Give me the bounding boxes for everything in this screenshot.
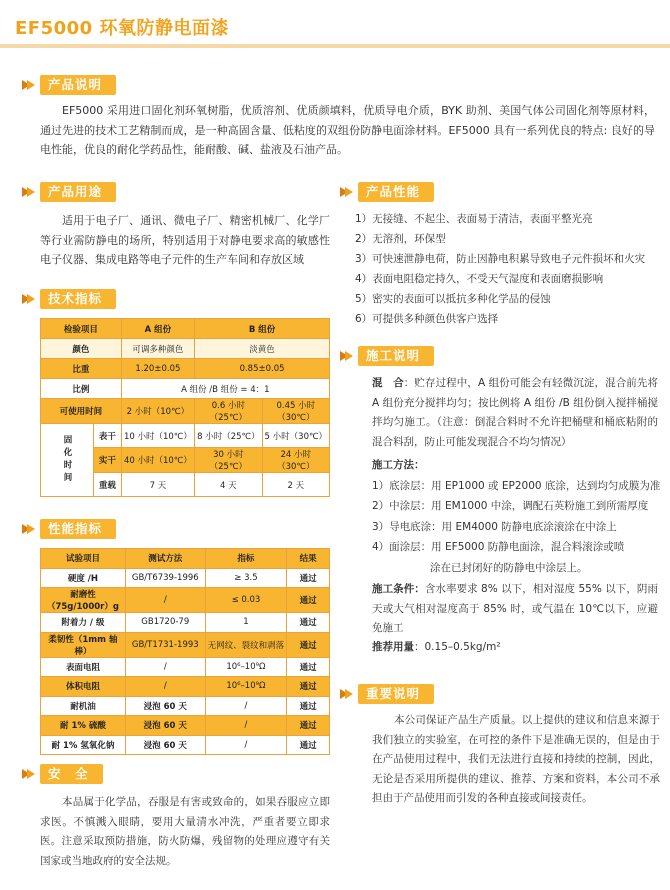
properties-list <box>355 209 660 329</box>
table-cell: 通过 <box>287 588 330 613</box>
conditions-label: 施工条件： <box>372 583 425 595</box>
table-cell: / <box>125 657 205 677</box>
table-cell: / <box>205 735 287 755</box>
section-performance-label: 性能指标 <box>40 519 116 539</box>
table-row <box>41 549 330 569</box>
section-properties-label: 产品性能 <box>358 182 434 202</box>
list-item: 1）底涂层：用 EP1000 或 EP2000 底涂，达到均匀成膜为准 <box>372 479 661 492</box>
table-row <box>41 657 330 677</box>
table-cell: 通过 <box>287 568 330 588</box>
section-performance-heading <box>22 518 116 540</box>
table-cell: 0.45 小时（30℃） <box>262 399 329 424</box>
construction-method <box>372 455 662 578</box>
table-cell: / <box>125 588 205 613</box>
table-cell: 40 小时（10℃） <box>121 448 194 473</box>
table-cell: 5 小时（30℃） <box>262 424 329 448</box>
double-arrow-icon <box>22 522 36 536</box>
table-cell: 1 <box>205 613 287 633</box>
conditions-text <box>372 580 658 639</box>
table-cell: 耐 1% 硫酸 <box>41 716 126 736</box>
table-header-cell: 测试方法 <box>125 549 205 569</box>
table-cell: 通过 <box>287 735 330 755</box>
list-item: 6）可提供多种颜色供客户选择 <box>355 313 499 325</box>
table-cell: 颜色 <box>41 339 122 359</box>
table-cell: 表干 <box>94 424 122 448</box>
table-cell: / <box>205 716 287 736</box>
section-construction-heading <box>340 345 434 367</box>
dosage-text <box>372 638 658 658</box>
table-cell: / <box>125 677 205 697</box>
section-properties-heading <box>340 181 434 203</box>
table-cell: 7 天 <box>121 473 194 497</box>
double-arrow-icon <box>340 687 354 701</box>
list-item: 5）密实的表面可以抵抗多种化学品的侵蚀 <box>355 293 551 305</box>
section-safety-label: 安 全 <box>40 764 103 784</box>
table-cell: 10⁶–10⁹Ω <box>205 677 287 697</box>
safety-text: 本品属于化学品，吞服是有害或致命的，如果吞服应立即求医。不慎溅入眼睛，要用大量清水冲洗，严重者要立即求医。注意采取预防措施，防火防爆，残留物的处理应遵守有关国家或当地政府的安全法规。 <box>40 796 330 867</box>
double-arrow-icon <box>340 185 354 199</box>
table-cell: 1.20±0.05 <box>121 359 194 379</box>
table-row <box>41 399 330 424</box>
table-cell: 浸泡 60 天 <box>125 735 205 755</box>
section-description-label: 产品说明 <box>40 75 116 95</box>
table-cell: 比例 <box>41 379 122 399</box>
table-cell: 可调多种颜色 <box>121 339 194 359</box>
table-header-cell: B 组份 <box>195 319 330 339</box>
table-header-cell: 指标 <box>205 549 287 569</box>
table-cell: 10⁶–10⁹Ω <box>205 657 287 677</box>
table-cell: A 组份 /B 组份 = 4：1 <box>121 379 329 399</box>
table-cell: 柔韧性（1mm 轴棒） <box>41 632 126 657</box>
double-arrow-icon <box>22 185 36 199</box>
table-cell: 通过 <box>287 632 330 657</box>
tech-spec-table <box>40 318 330 497</box>
list-item: 涂在已封闭好的防静电中涂层上。 <box>430 561 588 574</box>
section-usage-label: 产品用途 <box>40 182 116 202</box>
section-usage-heading <box>22 181 116 203</box>
table-cell: 通过 <box>287 613 330 633</box>
table-cell: 体积电阻 <box>41 677 126 697</box>
table-row <box>41 613 330 633</box>
page-title: EF5000 环氧防静电面漆 <box>15 18 229 39</box>
table-cell: 固化时间 <box>41 424 94 497</box>
double-arrow-icon <box>340 349 354 363</box>
section-important-label: 重要说明 <box>358 684 434 704</box>
table-row <box>41 424 330 448</box>
table-cell: / <box>205 696 287 716</box>
dosage-body: ：0.15–0.5kg/m² <box>414 641 501 653</box>
table-row <box>41 568 330 588</box>
table-cell: 无网纹、裂纹和剥落 <box>205 632 287 657</box>
mixing-label: 混 合 <box>372 377 404 389</box>
table-cell: 附着力 / 级 <box>41 613 126 633</box>
table-cell: 30 小时（25℃） <box>195 448 262 473</box>
section-safety-heading <box>22 763 103 785</box>
table-row <box>41 588 330 613</box>
list-item: 2）无溶剂，环保型 <box>355 233 446 245</box>
table-cell: 实干 <box>94 448 122 473</box>
mixing-body: ：贮存过程中，A 组份可能会有轻微沉淀，混合前先将 A 组份充分搅拌均匀；按比例将 A 组份 /B 组份倒入搅拌桶搅拌均匀施工。（注意：倒混合料时不允许把桶壁和桶底粘附的混合料刮，防止可能发现混合不均匀情况） <box>372 377 659 448</box>
table-cell: 耐机油 <box>41 696 126 716</box>
list-item: 1）无接缝、不起尘、表面易于清洁，表面平整光亮 <box>355 213 593 225</box>
table-cell: 24 小时（30℃） <box>262 448 329 473</box>
table-cell: 硬度 /H <box>41 568 126 588</box>
table-cell: 0.85±0.05 <box>195 359 330 379</box>
table-header-cell: 结果 <box>287 549 330 569</box>
description-text: EF5000 采用进口固化剂环氧树脂，优质溶剂、优质颜填料，优质导电介质，BYK 助剂、美国气体公司固化剂等原材料，通过先进的技术工艺精制而成，是一种高固含量、低粘度的双组份防静电面涂材料。EF5000 具有一系列优良的特点: 良好的导电性能，优良的耐化学药品性，能耐酸、碱、盐液及石油产品。 <box>40 104 655 156</box>
table-cell: 耐磨性（75g/1000r）g <box>41 588 126 613</box>
table-cell: 表面电阻 <box>41 657 126 677</box>
list-item: 3）导电底涂：用 EM4000 防静电底涂滚涂在中涂上 <box>372 520 617 533</box>
table-cell: 重载 <box>94 473 122 497</box>
table-row <box>41 716 330 736</box>
list-item: 4）面涂层：用 EF5000 防静电面涂，混合料滚涂或喷 <box>372 541 625 553</box>
table-row <box>41 339 330 359</box>
mixing-text <box>372 374 658 452</box>
title-divider <box>0 44 670 48</box>
table-cell: GB/T6739-1996 <box>125 568 205 588</box>
conditions-body: 含水率要求 8% 以下，相对湿度 55% 以下，阴雨天或大气相对湿度高于 85% 时，或气温在 10℃以下，应避免施工 <box>372 583 658 634</box>
table-cell: 10 小时（10℃） <box>121 424 194 448</box>
section-important-heading <box>340 683 434 705</box>
method-label: 施工方法： <box>372 459 425 471</box>
table-cell: 8 小时（25℃） <box>195 424 262 448</box>
table-cell: 通过 <box>287 657 330 677</box>
table-row <box>41 319 330 339</box>
table-header-cell: A 组份 <box>121 319 194 339</box>
list-item: 3）可快速泄静电荷，防止因静电积累导致电子元件损坏和火灾 <box>355 253 646 265</box>
section-tech-label: 技术指标 <box>40 289 116 309</box>
table-header-cell: 试验项目 <box>41 549 126 569</box>
table-cell: 可使用时间 <box>41 399 122 424</box>
table-cell: 通过 <box>287 696 330 716</box>
table-cell: GB1720-79 <box>125 613 205 633</box>
table-row <box>41 696 330 716</box>
double-arrow-icon <box>22 78 36 92</box>
table-cell: 2 天 <box>262 473 329 497</box>
section-construction-label: 施工说明 <box>358 346 434 366</box>
usage-text: 适用于电子厂、通讯、微电子厂、精密机械厂、化学厂等行业需防静电的场所，特别适用于对静电要求高的敏感性电子仪器、集成电路等电子元件的生产车间和存放区域 <box>40 214 330 266</box>
table-cell: 浸泡 60 天 <box>125 696 205 716</box>
list-item: 4）表面电阻稳定持久，不受天气湿度和表面磨损影响 <box>355 273 604 285</box>
table-cell: 比重 <box>41 359 122 379</box>
table-row <box>41 677 330 697</box>
table-row <box>41 632 330 657</box>
table-cell: 通过 <box>287 677 330 697</box>
double-arrow-icon <box>22 292 36 306</box>
table-row <box>41 359 330 379</box>
double-arrow-icon <box>22 767 36 781</box>
table-cell: 2 小时（10℃） <box>121 399 194 424</box>
table-cell: GB/T1731-1993 <box>125 632 205 657</box>
table-cell: 通过 <box>287 716 330 736</box>
table-cell: 淡黄色 <box>195 339 330 359</box>
performance-table <box>40 548 330 755</box>
table-row <box>41 379 330 399</box>
table-cell: 耐 1% 氢氧化钠 <box>41 735 126 755</box>
table-header-cell: 检验项目 <box>41 319 122 339</box>
table-cell: 0.6 小时（25℃） <box>195 399 262 424</box>
table-cell: ≤ 0.03 <box>205 588 287 613</box>
important-text: 本公司保证产品生产质量。以上提供的建议和信息来源于我们独立的实验室，在可控的条件下是准确无误的，但是由于在产品使用过程中，我们无法进行直接和持续的控制，因此，无论是否采用所提供的建议、推荐、方案和资料，本公司不承担由于产品使用而引发的各种直接或间接责任。 <box>372 714 660 804</box>
dosage-label: 推荐用量 <box>372 641 414 653</box>
table-cell: 浸泡 60 天 <box>125 716 205 736</box>
table-cell: ≥ 3.5 <box>205 568 287 588</box>
section-description-heading <box>22 74 116 96</box>
section-tech-heading <box>22 288 116 310</box>
table-cell: 4 天 <box>195 473 262 497</box>
table-row <box>41 735 330 755</box>
list-item: 2）中涂层：用 EM1000 中涂，调配石英粉施工到所需厚度 <box>372 500 649 512</box>
